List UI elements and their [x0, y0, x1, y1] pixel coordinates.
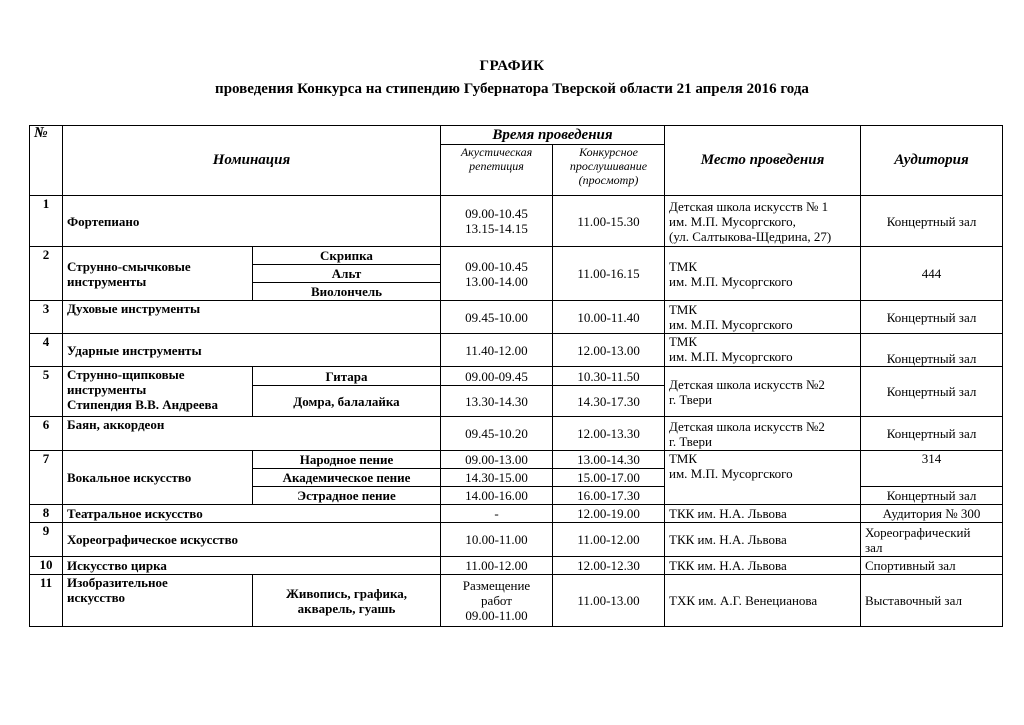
document-title: ГРАФИК [479, 58, 545, 74]
table-row: 3 Духовые инструменты 09.45-10.00 10.00-11.40 ТМК им. М.П. Мусоргского Концертный зал [30, 301, 1003, 334]
schedule-table: № Номинация Время проведения Место проведения Аудитория Акустическая репетиция Конкурсное прослушивание (просмотр) 1 Фортепиано 09.00-10.45 13.15-14.15 11.00-15.30 Детская школа искусств № 1 им. М.П. Мусоргского, (ул. Салтыкова-Щедрина, 27) Концертный зал 2 Струнно-смычковые инструменты Скрипка 09.00-10.45 13.00-14.00 11.00-16.15 ТМК им. М.П. Мусоргского 444 Альт Виолончель 3 Духовые инструменты 09.45-10.00 10.00-11.40 ТМК им. М.П. Мусоргского Концертный зал 4 Ударные инструменты 11.40-12.00 12.00-13.00 ТМК им. М.П. Мусоргского Концертный зал 5 Струнно-щипковые инструменты Стипендия В.В. Андреева Гитара 09.00-09.45 10.30-11.50 Детская школа искусств №2 г. Твери Концертный зал Домра, балалайка 13.30-14.30 14.30-17.30 6 Баян, аккордеон 09.45-10.20 12.00-13.30 Детская школа искусств №2 г. Твери Концертный зал 7 Вокальное искусство Народное пение 09.00-13.00 13.00-14.30 ТМК им. М.П. Мусоргского 314 Академическое пение 14.30-15.00 15.00-17.00 Эстрадное пение 14.00-16.00 16.00-17.30 Концертный зал 8 Театральное искусство - 12.00-19.00 ТКК им. Н.А. Львова Аудитория № 300 9 Хореографическое искусство 10.00-11.00 11.00-12.00 ТКК им. Н.А. Львова Хореографический зал 10 Искусство цирка 11.00-12.00 12.00-12.30 ТКК им. Н.А. Львова Спортивный зал 11 Изобразительное искусство Живопись, графика, акварель, гуашь Размещение работ 09.00-11.00 11.00-13.00 ТХК им. А.Г. Венецианова Выставочный зал [29, 125, 1003, 627]
header-rehearsal: Акустическая репетиция [441, 145, 553, 196]
table-row: 2 Струнно-смычковые инструменты Скрипка 09.00-10.45 13.00-14.00 11.00-16.15 ТМК им. М.П. Мусоргского 444 [30, 247, 1003, 265]
table-row: 1 Фортепиано 09.00-10.45 13.15-14.15 11.00-15.30 Детская школа искусств № 1 им. М.П. Мусоргского, (ул. Салтыкова-Щедрина, 27) Концертный зал [30, 196, 1003, 247]
header-time: Время проведения [441, 126, 665, 145]
table-row: 7 Вокальное искусство Народное пение 09.00-13.00 13.00-14.30 ТМК им. М.П. Мусоргского 314 [30, 451, 1003, 469]
document-subtitle: проведения Конкурса на стипендию Губернатора Тверской области 21 апреля 2016 года [215, 81, 809, 97]
table-row: 10 Искусство цирка 11.00-12.00 12.00-12.30 ТКК им. Н.А. Львова Спортивный зал [30, 557, 1003, 575]
table-row: 4 Ударные инструменты 11.40-12.00 12.00-13.00 ТМК им. М.П. Мусоргского Концертный зал [30, 334, 1003, 367]
header-room: Аудитория [861, 126, 1003, 196]
table-row: 9 Хореографическое искусство 10.00-11.00 11.00-12.00 ТКК им. Н.А. Львова Хореографический зал [30, 523, 1003, 557]
table-row: 5 Струнно-щипковые инструменты Стипендия В.В. Андреева Гитара 09.00-09.45 10.30-11.50 Детская школа искусств №2 г. Твери Концертный зал [30, 367, 1003, 386]
table-row: 6 Баян, аккордеон 09.45-10.20 12.00-13.30 Детская школа искусств №2 г. Твери Концертный зал [30, 417, 1003, 451]
table-row: 11 Изобразительное искусство Живопись, графика, акварель, гуашь Размещение работ 09.00-11.00 11.00-13.00 ТХК им. А.Г. Венецианова Выставочный зал [30, 575, 1003, 627]
header-place: Место проведения [665, 126, 861, 196]
header-nomination: Номинация [63, 126, 441, 196]
header-num: № [30, 126, 63, 196]
table-row: 8 Театральное искусство - 12.00-19.00 ТКК им. Н.А. Львова Аудитория № 300 [30, 505, 1003, 523]
header-audition: Конкурсное прослушивание (просмотр) [553, 145, 665, 196]
